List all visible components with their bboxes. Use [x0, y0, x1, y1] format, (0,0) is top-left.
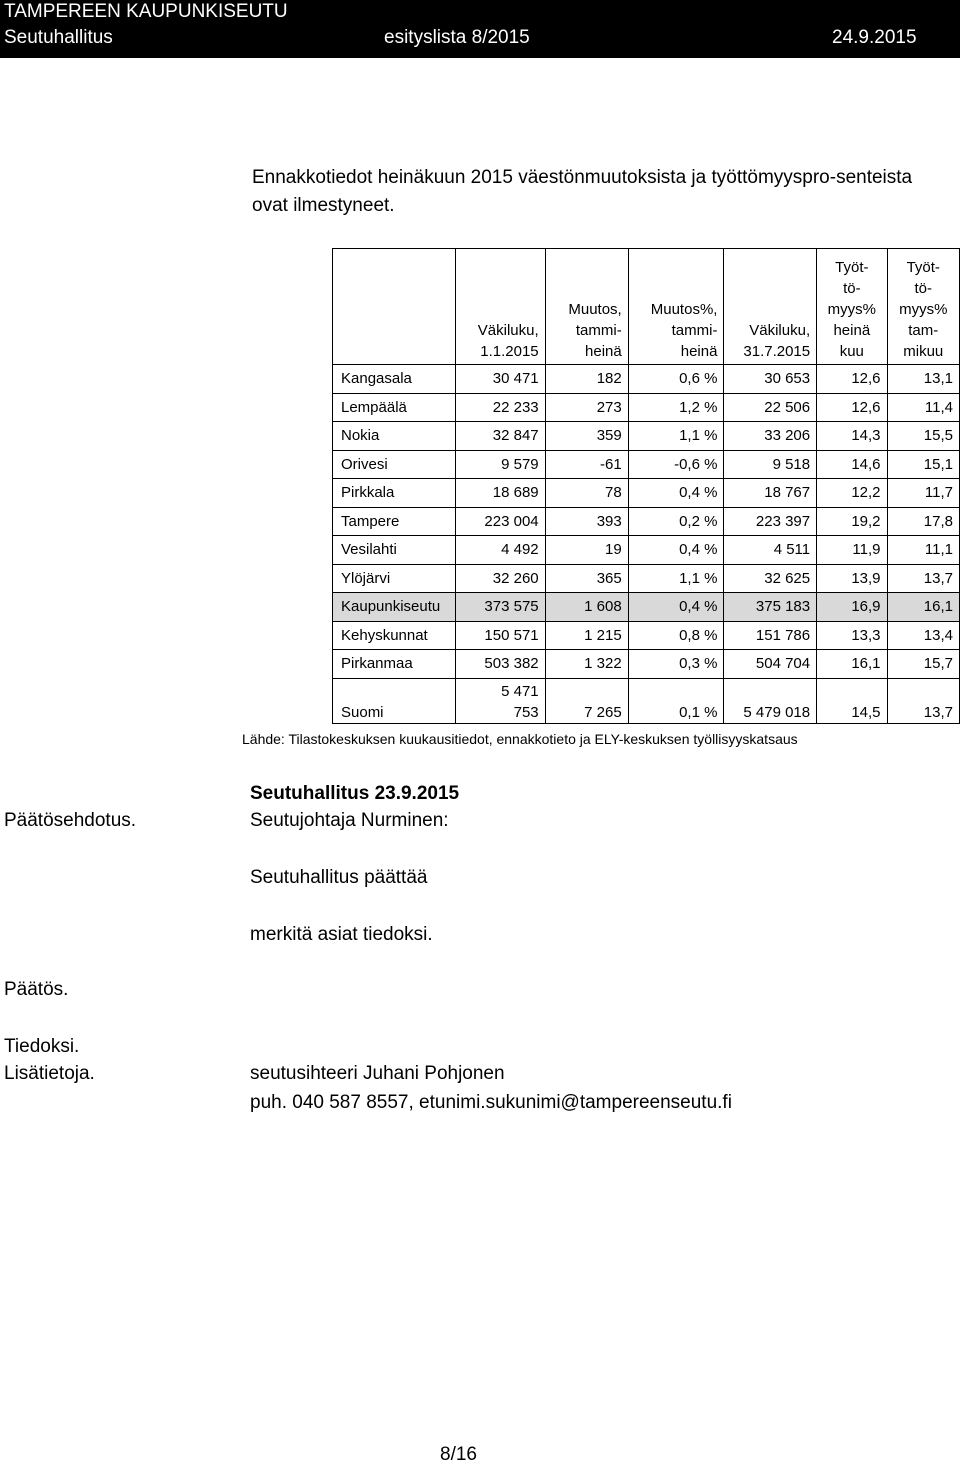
table-cell: 0,4 % — [628, 479, 724, 508]
table-cell: 15,7 — [887, 650, 959, 679]
table-row — [333, 422, 960, 451]
page-number: 8/16 — [440, 1444, 477, 1465]
row-name-cell: Suomi — [333, 678, 456, 723]
table-row — [333, 621, 960, 650]
table-cell: 9 579 — [455, 450, 545, 479]
intro-paragraph: Ennakkotiedot heinäkuun 2015 väestönmuutoksista ja työttömyyspro-senteista ovat ilmestyneet. — [252, 167, 913, 216]
column-header-4 — [724, 249, 817, 365]
table-corner-cell — [333, 249, 456, 365]
column-header-line: Työt- — [906, 259, 940, 276]
table-cell: 0,4 % — [628, 593, 724, 622]
table-cell: 373 575 — [455, 593, 545, 622]
decision-text: merkitä asiat tiedoksi. — [250, 924, 433, 945]
row-name-cell: Nokia — [333, 422, 456, 451]
column-header-1 — [455, 249, 545, 365]
table-cell: 365 — [545, 564, 628, 593]
table-cell: 15,5 — [887, 422, 959, 451]
column-header-line: heinä — [585, 343, 622, 360]
column-header-line: tam- — [908, 322, 939, 339]
table-cell: 5 479 018 — [724, 678, 817, 723]
table-cell: 19,2 — [817, 507, 887, 536]
table-cell: 16,1 — [817, 650, 887, 679]
table-cell: 13,3 — [817, 621, 887, 650]
column-header-line: Väkiluku, — [477, 322, 539, 339]
table-cell: 1 608 — [545, 593, 628, 622]
cell-line: 753 — [513, 703, 539, 721]
table-cell: 11,7 — [887, 479, 959, 508]
row-name-cell: Orivesi — [333, 450, 456, 479]
table-cell: 13,7 — [887, 678, 959, 723]
table-cell — [455, 678, 545, 723]
table-cell: 151 786 — [724, 621, 817, 650]
table-cell: 1,2 % — [628, 393, 724, 422]
table-cell: 16,1 — [887, 593, 959, 622]
header-body: Seutuhallitus — [4, 27, 113, 48]
table-source-note: Lähde: Tilastokeskuksen kuukausitiedot, ennakkotieto ja ELY-keskuksen työllisyyskatsaus — [242, 731, 798, 747]
row-name-cell: Lempäälä — [333, 393, 456, 422]
column-header-5 — [817, 249, 887, 365]
table-cell: 0,6 % — [628, 365, 724, 394]
table-cell: 0,8 % — [628, 621, 724, 650]
contact-name: seutusihteeri Juhani Pohjonen — [250, 1063, 505, 1084]
table-cell: 0,4 % — [628, 536, 724, 565]
table-cell: 503 382 — [455, 650, 545, 679]
table-cell: 359 — [545, 422, 628, 451]
table-cell: 9 518 — [724, 450, 817, 479]
column-header-3 — [628, 249, 724, 365]
presenter-line: Seutujohtaja Nurminen: — [250, 810, 449, 831]
table-cell: 7 265 — [545, 678, 628, 723]
table-cell: 223 004 — [455, 507, 545, 536]
column-header-line: tammi- — [575, 322, 622, 339]
contact-phone: puh. 040 587 8557, etunimi.sukunimi@tampereenseutu.fi — [250, 1092, 732, 1113]
table-cell: 17,8 — [887, 507, 959, 536]
table-cell: 393 — [545, 507, 628, 536]
column-header-line: tammi- — [671, 322, 718, 339]
table-cell: 13,4 — [887, 621, 959, 650]
table-row — [333, 593, 960, 622]
table-cell: 32 625 — [724, 564, 817, 593]
lisatietoja-label: Lisätietoja. — [4, 1063, 95, 1084]
row-name-cell: Kangasala — [333, 365, 456, 394]
table-row — [333, 678, 960, 723]
table-row — [333, 650, 960, 679]
table-row — [333, 507, 960, 536]
table-cell: 0,1 % — [628, 678, 724, 723]
row-name-cell: Kehyskunnat — [333, 621, 456, 650]
table-cell: 14,3 — [817, 422, 887, 451]
table-row — [333, 479, 960, 508]
table-cell: 19 — [545, 536, 628, 565]
table-cell: 1 322 — [545, 650, 628, 679]
row-name-cell: Ylöjärvi — [333, 564, 456, 593]
table-cell: 0,3 % — [628, 650, 724, 679]
row-name-cell: Kaupunkiseutu — [333, 593, 456, 622]
table-cell: 12,2 — [817, 479, 887, 508]
table-cell: -0,6 % — [628, 450, 724, 479]
table-row — [333, 536, 960, 565]
table-cell: 223 397 — [724, 507, 817, 536]
table-cell: 18 689 — [455, 479, 545, 508]
table-cell: 78 — [545, 479, 628, 508]
proposal-label: Päätösehdotus. — [4, 810, 137, 831]
table-cell: -61 — [545, 450, 628, 479]
tiedoksi-label: Tiedoksi. — [4, 1036, 80, 1057]
table-cell: 1,1 % — [628, 564, 724, 593]
row-name-cell: Tampere — [333, 507, 456, 536]
column-header-line: myys% — [899, 301, 948, 318]
table-cell: 504 704 — [724, 650, 817, 679]
table-cell: 14,6 — [817, 450, 887, 479]
table-cell: 13,9 — [817, 564, 887, 593]
table-cell: 32 260 — [455, 564, 545, 593]
table-cell: 273 — [545, 393, 628, 422]
table-cell: 12,6 — [817, 365, 887, 394]
table-cell: 15,1 — [887, 450, 959, 479]
meeting-title: Seutuhallitus 23.9.2015 — [250, 783, 460, 804]
column-header-line: Muutos%, — [650, 301, 718, 318]
column-header-line: Työt- — [835, 259, 869, 276]
table-cell: 13,1 — [887, 365, 959, 394]
header-date: 24.9.2015 — [832, 27, 917, 48]
table-row — [333, 365, 960, 394]
table-cell: 150 571 — [455, 621, 545, 650]
table-cell: 30 471 — [455, 365, 545, 394]
table-cell: 13,7 — [887, 564, 959, 593]
column-header-line: Muutos, — [568, 301, 622, 318]
column-header-line: kuu — [839, 343, 864, 360]
table-cell: 4 492 — [455, 536, 545, 565]
table-cell: 32 847 — [455, 422, 545, 451]
document-header — [0, 0, 960, 58]
population-table — [332, 248, 960, 724]
column-header-line: tö- — [843, 280, 861, 297]
header-list: esityslista 8/2015 — [384, 27, 530, 48]
table-cell: 11,9 — [817, 536, 887, 565]
table-cell: 22 506 — [724, 393, 817, 422]
table-cell: 1,1 % — [628, 422, 724, 451]
column-header-line: mikuu — [903, 343, 944, 360]
column-header-line: 1.1.2015 — [480, 343, 539, 360]
column-header-6 — [887, 249, 959, 365]
row-name-cell: Pirkkala — [333, 479, 456, 508]
table-row — [333, 450, 960, 479]
table-cell: 12,6 — [817, 393, 887, 422]
column-header-line: heinä — [680, 343, 718, 360]
table-cell: 1 215 — [545, 621, 628, 650]
table-header-row — [333, 249, 960, 365]
table-cell: 16,9 — [817, 593, 887, 622]
table-cell: 22 233 — [455, 393, 545, 422]
column-header-line: heinä — [833, 322, 871, 339]
column-header-line: 31.7.2015 — [743, 343, 811, 360]
table-cell: 18 767 — [724, 479, 817, 508]
table-cell: 0,2 % — [628, 507, 724, 536]
decision-intro: Seutuhallitus päättää — [250, 867, 428, 888]
table-cell: 182 — [545, 365, 628, 394]
column-header-line: tö- — [914, 280, 933, 297]
row-name-cell: Vesilahti — [333, 536, 456, 565]
table-row — [333, 564, 960, 593]
column-header-line: myys% — [827, 301, 876, 318]
column-header-2 — [545, 249, 628, 365]
table-row — [333, 393, 960, 422]
table-cell: 11,4 — [887, 393, 959, 422]
table-cell: 375 183 — [724, 593, 817, 622]
table-cell: 30 653 — [724, 365, 817, 394]
cell-line: 5 471 — [501, 682, 539, 700]
table-cell: 11,1 — [887, 536, 959, 565]
table-cell: 33 206 — [724, 422, 817, 451]
row-name-cell: Pirkanmaa — [333, 650, 456, 679]
decision-label: Päätös. — [4, 979, 69, 1000]
table-cell: 14,5 — [817, 678, 887, 723]
organization-name: TAMPEREEN KAUPUNKISEUTU — [4, 1, 288, 22]
column-header-line: Väkiluku, — [749, 322, 811, 339]
table-cell: 4 511 — [724, 536, 817, 565]
